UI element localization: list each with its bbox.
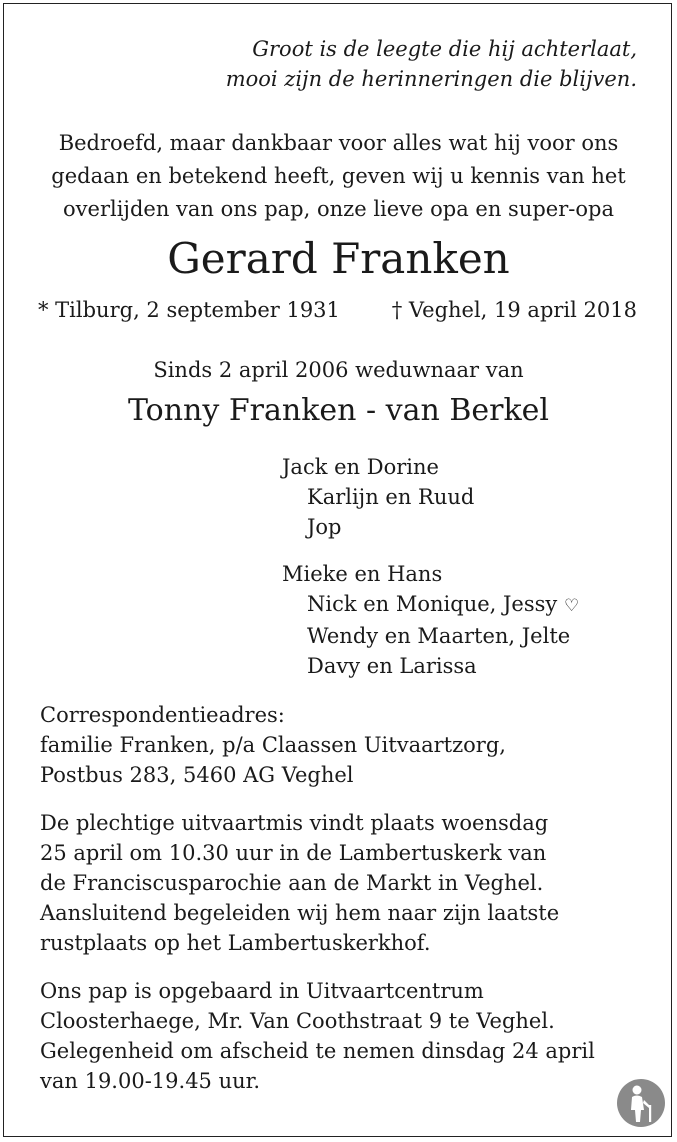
family-child-row: [282, 589, 579, 621]
correspondence-line: Postbus 283, 5460 AG Veghel: [40, 763, 354, 787]
intro-line: overlijden van ons pap, onze lieve opa en super-opa: [63, 197, 614, 221]
deceased-name: Gerard Franken: [167, 234, 510, 283]
birth-info: * Tilburg, 2 september 1931: [38, 298, 340, 322]
intro-line: gedaan en betekend heeft, geven wij u kennis van het: [51, 164, 626, 188]
family-child: Davy en Larissa: [307, 654, 477, 678]
family-parents: Jack en Dorine: [282, 455, 439, 479]
family-child: Nick en Monique, Jessy: [307, 592, 558, 616]
death-info: † Veghel, 19 april 2018: [391, 298, 637, 322]
correspondence-line: familie Franken, p/a Claassen Uitvaartzorg,: [40, 733, 506, 757]
memorial-figure-logo-icon: [616, 1078, 666, 1128]
viewing-line: van 19.00-19.45 uur.: [40, 1069, 261, 1093]
viewing-line: Cloosterhaege, Mr. Van Coothstraat 9 te Veghel.: [40, 1009, 555, 1033]
intro-line: Bedroefd, maar dankbaar voor alles wat hij voor ons: [58, 131, 619, 155]
service-line: Aansluitend begeleiden wij hem naar zijn laatste: [40, 901, 560, 925]
service-info: [40, 808, 559, 958]
viewing-line: Gelegenheid om afscheid te nemen dinsdag 24 april: [40, 1039, 595, 1063]
heart-outline-icon: ♡: [563, 596, 580, 616]
service-line: rustplaats op het Lambertuskerkhof.: [40, 931, 431, 955]
correspondence-heading: Correspondentieadres:: [40, 703, 285, 727]
correspondence-address: [40, 700, 506, 790]
intro-text: [0, 127, 677, 226]
service-line: De plechtige uitvaartmis vindt plaats woensdag: [40, 811, 549, 835]
viewing-line: Ons pap is opgebaard in Uitvaartcentrum: [40, 979, 484, 1003]
service-line: 25 april om 10.30 uur in de Lambertuskerk van: [40, 841, 547, 865]
poem-line: mooi zijn de herinneringen die blijven.: [225, 67, 637, 91]
family-parents: Mieke en Hans: [282, 562, 443, 586]
viewing-info: [40, 976, 595, 1096]
poem-line: Groot is de leegte die hij achterlaat,: [252, 37, 637, 61]
family-child: Karlijn en Ruud: [307, 485, 475, 509]
family-list: [282, 452, 579, 681]
poem: [226, 34, 637, 94]
service-line: de Franciscusparochie aan de Markt in Veghel.: [40, 871, 544, 895]
spouse-name: Tonny Franken - van Berkel: [127, 393, 550, 428]
family-child: Jop: [307, 515, 342, 539]
widower-since: Sinds 2 april 2006 weduwnaar van: [153, 358, 524, 382]
family-child: Wendy en Maarten, Jelte: [307, 624, 571, 648]
